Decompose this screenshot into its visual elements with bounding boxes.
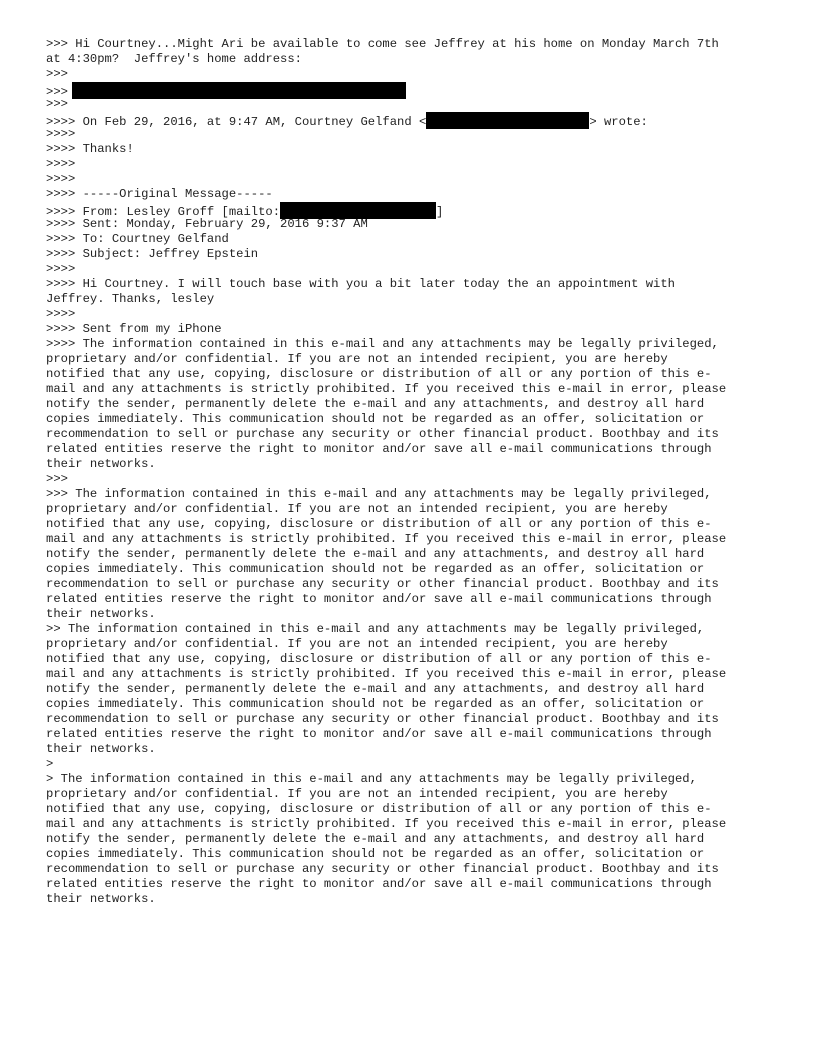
quote-marker: >>>>	[46, 172, 76, 186]
disclaimer-line: notified that any use, copying, disclosure or distribution of all or any portion of this e-	[46, 517, 712, 531]
disclaimer-line: related entities reserve the right to monitor and/or save all e-mail communications through	[46, 727, 712, 741]
sent-from-line: >>>> Sent from my iPhone	[46, 322, 222, 336]
quote-prefix: >>>	[46, 85, 68, 99]
disclaimer-line: > The information contained in this e-mail and any attachments may be legally privileged,	[46, 772, 697, 786]
redacted-address	[72, 82, 406, 99]
disclaimer-line: mail and any attachments is strictly prohibited. If you received this e-mail in error, please	[46, 532, 727, 546]
reply-header	[46, 112, 786, 127]
disclaimer-line: proprietary and/or confidential. If you are not an intended recipient, you are hereby	[46, 637, 668, 651]
disclaimer-line: recommendation to sell or purchase any security or other financial product. Boothbay and its	[46, 577, 719, 591]
to-line: >>>> To: Courtney Gelfand	[46, 232, 229, 246]
sent-line: >>>> Sent: Monday, February 29, 2016 9:37 AM	[46, 217, 368, 231]
disclaimer-line: copies immediately. This communication should not be regarded as an offer, solicitation or	[46, 697, 705, 711]
original-message-divider: >>>> -----Original Message-----	[46, 187, 273, 201]
disclaimer-line: their networks.	[46, 742, 156, 756]
disclaimer-line: >>>> The information contained in this e-mail and any attachments may be legally privileged,	[46, 337, 719, 351]
disclaimer-line: related entities reserve the right to monitor and/or save all e-mail communications through	[46, 877, 712, 891]
intro-line-1: >>> Hi Courtney...Might Ari be available to come see Jeffrey at his home on Monday March 7th	[46, 37, 719, 51]
quote-marker: >>>	[46, 67, 68, 81]
disclaimer-line: mail and any attachments is strictly prohibited. If you received this e-mail in error, please	[46, 667, 727, 681]
disclaimer-line: mail and any attachments is strictly prohibited. If you received this e-mail in error, please	[46, 817, 727, 831]
quote-marker: >>>>	[46, 127, 76, 141]
disclaimer-line: notify the sender, permanently delete the e-mail and any attachments, and destroy all hard	[46, 832, 705, 846]
quote-marker: >>>>	[46, 307, 76, 321]
disclaimer-line: notified that any use, copying, disclosure or distribution of all or any portion of this e-	[46, 802, 712, 816]
from-suffix: ]	[436, 205, 444, 219]
disclaimer-line: notified that any use, copying, disclosure or distribution of all or any portion of this e-	[46, 367, 712, 381]
quote-marker: >>>>	[46, 157, 76, 171]
disclaimer-line: copies immediately. This communication should not be regarded as an offer, solicitation or	[46, 847, 705, 861]
disclaimer-line: >> The information contained in this e-mail and any attachments may be legally privileged,	[46, 622, 705, 636]
quote-marker: >	[46, 757, 54, 771]
disclaimer-line: notify the sender, permanently delete the e-mail and any attachments, and destroy all hard	[46, 547, 705, 561]
quote-marker: >>>	[46, 97, 68, 111]
from-prefix: >>>> From: Lesley Groff [mailto:	[46, 205, 281, 219]
email-document	[46, 37, 786, 907]
disclaimer-line: notify the sender, permanently delete the e-mail and any attachments, and destroy all hard	[46, 397, 705, 411]
disclaimer-line: notified that any use, copying, disclosure or distribution of all or any portion of this e-	[46, 652, 712, 666]
reply-header-suffix: > wrote:	[589, 115, 648, 129]
disclaimer-line: related entities reserve the right to monitor and/or save all e-mail communications through	[46, 442, 712, 456]
disclaimer-line: copies immediately. This communication should not be regarded as an offer, solicitation or	[46, 412, 705, 426]
quote-marker: >>>	[46, 472, 68, 486]
intro-line-2: at 4:30pm? Jeffrey's home address:	[46, 52, 302, 66]
disclaimer-block-4	[46, 772, 786, 907]
quote-marker: >>>>	[46, 262, 76, 276]
disclaimer-line: their networks.	[46, 607, 156, 621]
disclaimer-line: their networks.	[46, 892, 156, 906]
disclaimer-block-1	[46, 337, 786, 472]
disclaimer-line: related entities reserve the right to monitor and/or save all e-mail communications through	[46, 592, 712, 606]
disclaimer-line: their networks.	[46, 457, 156, 471]
reply-header-prefix: >>>> On Feb 29, 2016, at 9:47 AM, Courtney Gelfand <	[46, 115, 427, 129]
address-line	[46, 82, 786, 97]
disclaimer-line: >>> The information contained in this e-mail and any attachments may be legally privileged,	[46, 487, 712, 501]
subject-line: >>>> Subject: Jeffrey Epstein	[46, 247, 259, 261]
disclaimer-line: recommendation to sell or purchase any security or other financial product. Boothbay and its	[46, 712, 719, 726]
disclaimer-line: proprietary and/or confidential. If you are not an intended recipient, you are hereby	[46, 502, 668, 516]
disclaimer-line: proprietary and/or confidential. If you are not an intended recipient, you are hereby	[46, 352, 668, 366]
disclaimer-block-3	[46, 622, 786, 757]
disclaimer-line: recommendation to sell or purchase any security or other financial product. Boothbay and its	[46, 427, 719, 441]
disclaimer-line: proprietary and/or confidential. If you are not an intended recipient, you are hereby	[46, 787, 668, 801]
disclaimer-line: copies immediately. This communication should not be regarded as an offer, solicitation or	[46, 562, 705, 576]
disclaimer-line: mail and any attachments is strictly prohibited. If you received this e-mail in error, please	[46, 382, 727, 396]
disclaimer-block-2	[46, 487, 786, 622]
redacted-email	[426, 112, 589, 129]
body-line-2: Jeffrey. Thanks, lesley	[46, 292, 215, 306]
disclaimer-line: notify the sender, permanently delete the e-mail and any attachments, and destroy all hard	[46, 682, 705, 696]
thanks-line: >>>> Thanks!	[46, 142, 134, 156]
from-line	[46, 202, 786, 217]
disclaimer-line: recommendation to sell or purchase any security or other financial product. Boothbay and its	[46, 862, 719, 876]
body-line-1: >>>> Hi Courtney. I will touch base with you a bit later today the an appointment with	[46, 277, 675, 291]
